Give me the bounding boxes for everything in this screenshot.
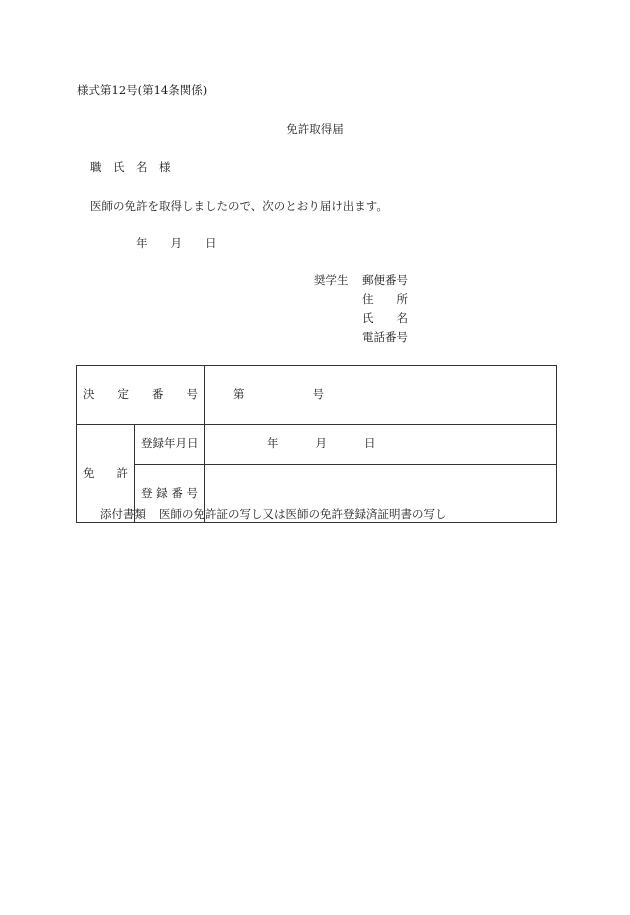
phone-number-label: 電話番号 bbox=[362, 330, 408, 344]
attachments-line bbox=[100, 509, 447, 521]
day-char: 日 bbox=[363, 436, 376, 451]
label-char: 許 bbox=[116, 465, 128, 480]
label-char: 免 bbox=[83, 465, 95, 480]
registration-date-value[interactable] bbox=[205, 424, 557, 464]
addressee: 職 氏 名 様 bbox=[90, 160, 171, 174]
attachments-text: 医師の免許証の写し又は医師の免許登録済証明書の写し bbox=[159, 507, 447, 521]
registration-date-row bbox=[77, 424, 557, 464]
label-char: 録 bbox=[156, 485, 168, 500]
label-char: 号 bbox=[186, 485, 198, 500]
registration-table bbox=[76, 365, 557, 523]
decision-number-prefix: 第 bbox=[232, 387, 245, 401]
name-label: 氏 名 bbox=[362, 311, 408, 325]
month-char: 月 bbox=[315, 436, 327, 451]
body-text: 医師の免許を取得しましたので、次のとおり届け出ます。 bbox=[90, 199, 388, 213]
label-char: 番 bbox=[171, 485, 183, 500]
decision-number-value[interactable] bbox=[205, 366, 557, 425]
applicant-label: 奨学生 bbox=[314, 273, 349, 287]
attachments-label: 添付書類 bbox=[100, 507, 146, 521]
date-line: 年 月 日 bbox=[136, 236, 217, 250]
decision-number-row bbox=[77, 366, 557, 425]
address-label: 住 所 bbox=[362, 292, 408, 306]
label-char: 登 bbox=[141, 485, 153, 500]
label-char: 決 bbox=[83, 387, 95, 401]
registration-date-label: 登録年月日 bbox=[135, 424, 205, 464]
document-title: 免許取得届 bbox=[286, 122, 344, 136]
label-char: 号 bbox=[186, 387, 198, 401]
decision-number-suffix: 号 bbox=[312, 387, 324, 401]
label-char: 番 bbox=[152, 387, 164, 401]
form-number: 様式第12号(第14条関係) bbox=[77, 83, 208, 97]
label-char: 定 bbox=[117, 387, 129, 401]
postal-code-label: 郵便番号 bbox=[362, 273, 408, 287]
year-char: 年 bbox=[266, 436, 279, 451]
decision-number-label bbox=[77, 366, 205, 425]
